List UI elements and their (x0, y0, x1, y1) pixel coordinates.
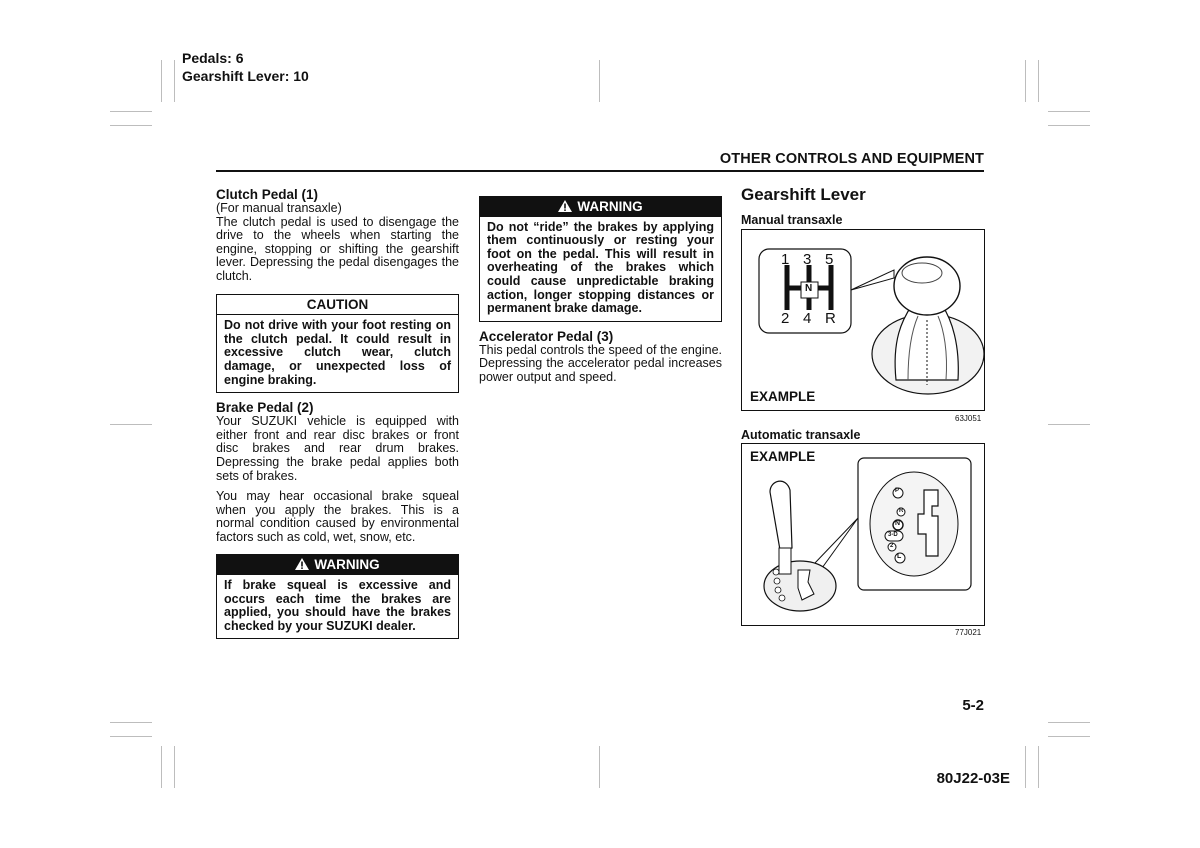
crop-mark (1038, 60, 1039, 102)
crop-mark (110, 111, 152, 112)
crop-mark (110, 722, 152, 723)
crop-mark (599, 60, 600, 102)
automatic-transaxle-figure (741, 443, 985, 626)
shift-position-label: N (895, 520, 901, 527)
gear-label: 3 (803, 251, 812, 268)
section-title: OTHER CONTROLS AND EQUIPMENT (719, 151, 984, 167)
brake-heading: Brake Pedal (2) (216, 400, 314, 416)
clutch-paragraph: The clutch pedal is used to disengage the drive to the wheels when starting the engine, stopping or shifting the gearshift lever. Depressing the pedal disengages the clutch. (216, 214, 459, 283)
figure-code: 77J021 (955, 628, 982, 637)
crop-mark (110, 424, 152, 425)
warning-title: WARNING (314, 557, 380, 573)
caution-title: CAUTION (217, 295, 458, 316)
gear-label: 2 (781, 310, 790, 327)
warning-triangle-icon (558, 200, 572, 212)
crop-mark (161, 746, 162, 788)
crop-mark (1025, 60, 1026, 102)
manual-transaxle-figure (741, 229, 985, 411)
crop-mark (1048, 424, 1090, 425)
crop-mark (110, 736, 152, 737)
crop-mark (174, 746, 175, 788)
warning-triangle-icon (295, 558, 309, 570)
shift-position-label: P (895, 488, 900, 494)
clutch-heading: Clutch Pedal (1) (216, 187, 319, 202)
warning-box (216, 554, 459, 639)
gear-label: 4 (803, 310, 812, 327)
reference-line: Gearshift Lever: 10 (182, 68, 309, 84)
warning-header (217, 555, 458, 575)
caution-box (216, 294, 459, 394)
document-code: 80J22-03E (936, 770, 1010, 787)
neutral-label: N (805, 283, 813, 294)
shift-position-label: L (897, 553, 902, 560)
page-reference-note (182, 49, 309, 85)
automatic-shifter-illustration (742, 444, 984, 625)
column-left (216, 187, 459, 639)
brake-paragraph: Your SUZUKI vehicle is equipped with either front and rear disc brakes or front disc brakes and rear drum brakes. Depressing the brake pedal applies both sets of brakes. (216, 414, 459, 483)
warning-header (480, 197, 721, 217)
shift-position-label: R (899, 508, 904, 514)
crop-mark (1048, 736, 1090, 737)
figure-example-label: EXAMPLE (750, 389, 816, 404)
crop-mark (1025, 746, 1026, 788)
accelerator-paragraph: This pedal controls the speed of the engine. Depressing the accelerator pedal increases power output and speed. (479, 342, 722, 384)
crop-mark (174, 60, 175, 102)
crop-mark (1048, 125, 1090, 126)
gearshift-heading: Gearshift Lever (741, 185, 866, 204)
crop-mark (1048, 722, 1090, 723)
warning-box (479, 196, 722, 322)
warning-text: If brake squeal is excessive and occurs each time the brakes are applied, you should have the brakes checked by your SUZUKI dealer. (224, 578, 451, 633)
manual-transaxle-label: Manual transaxle (741, 213, 843, 227)
page-number: 5-2 (962, 697, 984, 714)
clutch-subheading: (For manual transaxle) (216, 201, 342, 215)
column-middle (479, 196, 722, 385)
figure-code: 63J051 (955, 414, 982, 423)
automatic-transaxle-label: Automatic transaxle (741, 428, 861, 442)
accelerator-heading: Accelerator Pedal (3) (479, 328, 614, 344)
crop-mark (1038, 746, 1039, 788)
gear-label: 5 (825, 251, 834, 268)
warning-text: Do not “ride” the brakes by applying them continuously or resting your foot on the pedal. This will result in overheating of the brakes which could cause unpredictable braking action, longer stopping distances or permanent brake damage. (487, 219, 714, 316)
figure-example-label: EXAMPLE (750, 449, 816, 464)
warning-title: WARNING (577, 199, 643, 214)
reference-line: Pedals: 6 (182, 50, 244, 66)
caution-text: Do not drive with your foot resting on the clutch pedal. It could result in excessive clutch wear, clutch damage, or unexpected loss of engine braking. (224, 318, 451, 387)
shift-position-label: 2 (890, 543, 894, 549)
gear-label: R (825, 310, 836, 327)
header-rule (216, 170, 984, 172)
crop-mark (1048, 111, 1090, 112)
crop-mark (161, 60, 162, 102)
brake-paragraph: You may hear occasional brake squeal when you apply the brakes. This is a normal condition caused by environmental factors such as cold, wet, snow, etc. (216, 489, 459, 544)
gear-label: 1 (781, 251, 790, 268)
manual-gearshift-illustration (742, 230, 984, 410)
crop-mark (599, 746, 600, 788)
shift-position-label: 3-D (888, 532, 898, 538)
crop-mark (110, 125, 152, 126)
